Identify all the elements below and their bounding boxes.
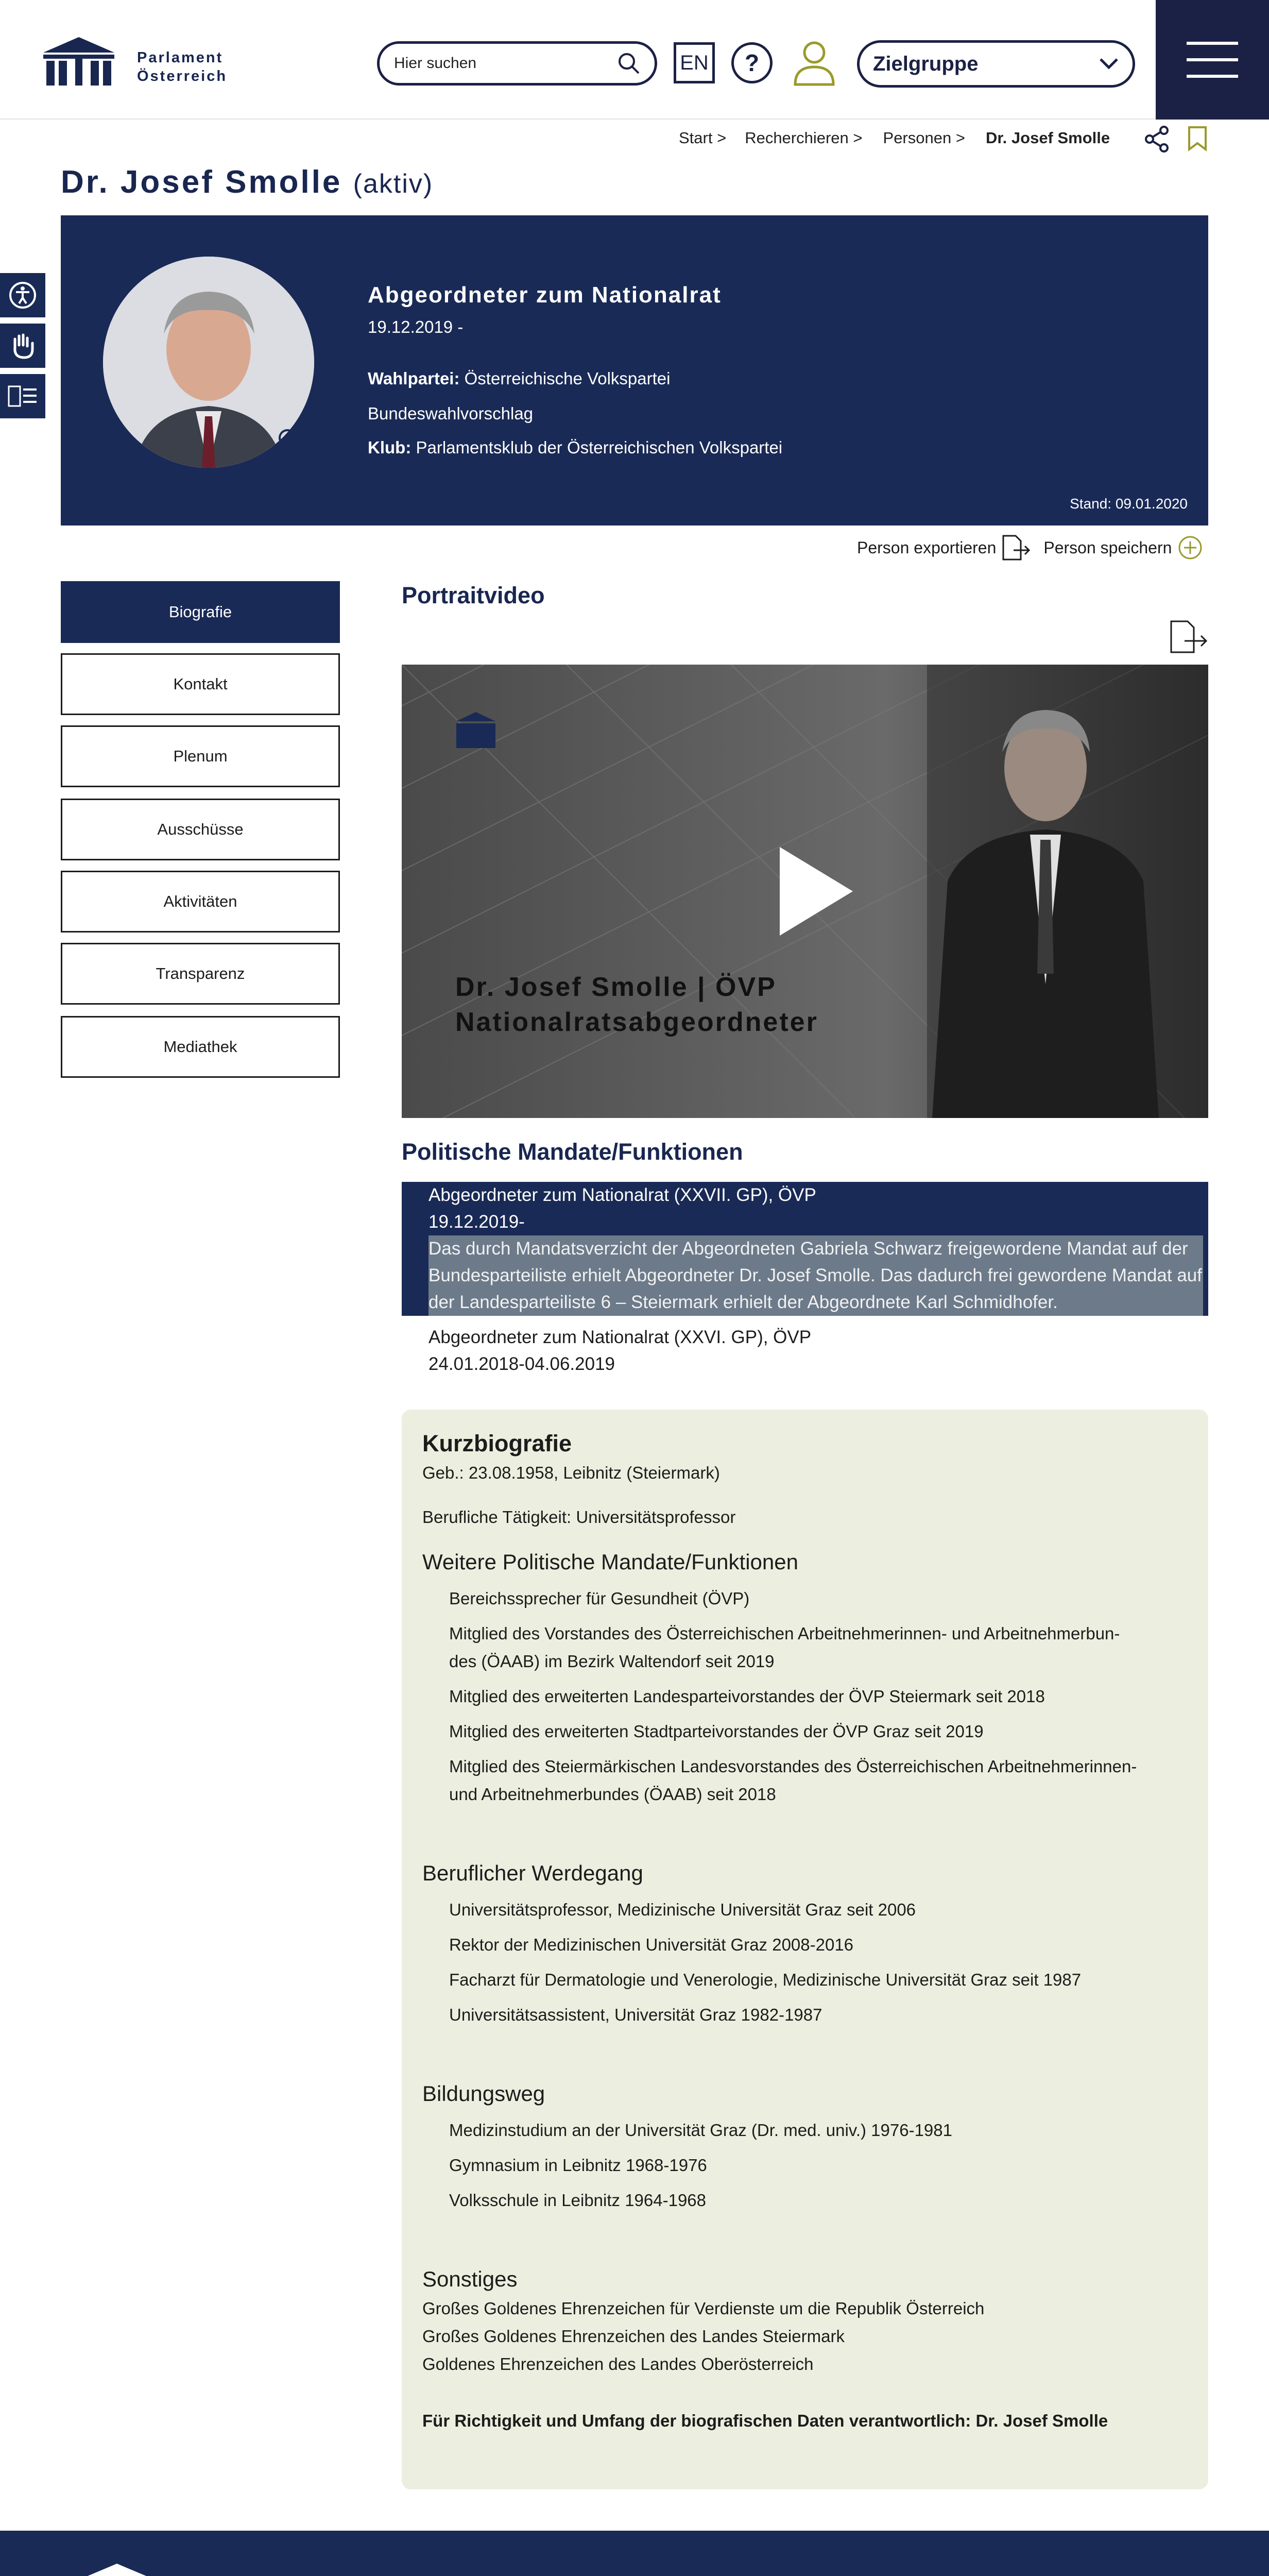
person-since: 19.12.2019 - bbox=[368, 317, 464, 336]
video-player[interactable] bbox=[402, 665, 1208, 1118]
list-item: Facharzt für Dermatologie und Venerologie, Medizinische Universität Graz seit 1987 bbox=[449, 1970, 1082, 1989]
accessibility-tool[interactable] bbox=[0, 273, 45, 317]
tab-label: Kontakt bbox=[173, 675, 228, 693]
list-item: Universitätsprofessor, Medizinische Universität Graz seit 2006 bbox=[449, 1900, 916, 1919]
search-placeholder: Hier suchen bbox=[394, 55, 477, 72]
logo-line2: Österreich bbox=[137, 68, 228, 84]
mandate-note-line: Das durch Mandatsverzicht der Abgeordneten Gabriela Schwarz freigewordene Mandat auf der bbox=[428, 1239, 1188, 1259]
tab-aktivitaeten[interactable] bbox=[61, 871, 340, 933]
logo-line1: Parlament bbox=[137, 49, 224, 66]
list-item: Mitglied des Steiermärkischen Landesvorstandes des Österreichischen Arbeitnehmerinnen- bbox=[449, 1757, 1137, 1776]
list-item: des (ÖAAB) im Bezirk Waltendorf seit 2019 bbox=[449, 1652, 775, 1671]
mandate-note bbox=[428, 1235, 1203, 1316]
list-item: Goldenes Ehrenzeichen des Landes Oberösterreich bbox=[422, 2354, 814, 2374]
person-actions bbox=[857, 534, 1203, 562]
mandate-date: 24.01.2018-04.06.2019 bbox=[428, 1354, 615, 1374]
edu-list bbox=[422, 2116, 1190, 2214]
list-item: Großes Goldenes Ehrenzeichen des Landes Steiermark bbox=[422, 2327, 845, 2346]
breadcrumb-current: Dr. Josef Smolle bbox=[985, 129, 1110, 147]
menu-button[interactable] bbox=[1156, 0, 1269, 120]
export-person-link[interactable]: Person exportieren bbox=[857, 538, 997, 557]
zoom-icon[interactable] bbox=[277, 428, 303, 453]
site-header bbox=[0, 0, 1269, 120]
klub-row bbox=[368, 438, 782, 457]
easy-read-icon bbox=[8, 383, 38, 409]
breadcrumb bbox=[679, 129, 1110, 147]
person-role: Abgeordneter zum Nationalrat bbox=[368, 282, 722, 308]
export-video-icon[interactable] bbox=[1169, 619, 1208, 654]
sign-language-tool[interactable] bbox=[0, 324, 45, 368]
list-item: Mitglied des erweiterten Stadtparteivorstandes der ÖVP Graz seit 2019 bbox=[449, 1722, 984, 1741]
list-item: Bereichssprecher für Gesundheit (ÖVP) bbox=[449, 1589, 750, 1608]
logo[interactable] bbox=[43, 37, 239, 89]
video-caption-line2: Nationalratsabgeordneter bbox=[455, 1007, 818, 1037]
klub-value[interactable]: Parlamentsklub der Österreichischen Volkspartei bbox=[416, 438, 783, 457]
bio-born: Geb.: 23.08.1958, Leibnitz (Steiermark) bbox=[422, 1463, 720, 1482]
list-item: Gymnasium in Leibnitz 1968-1976 bbox=[449, 2156, 707, 2175]
breadcrumb-recherchieren[interactable]: Recherchieren > bbox=[745, 129, 863, 147]
bio-responsible: Für Richtigkeit und Umfang der biografischen Daten verantwortlich: Dr. Josef Smolle bbox=[422, 2411, 1108, 2430]
list-item: Medizinstudium an der Universität Graz (Dr. med. univ.) 1976-1981 bbox=[449, 2121, 952, 2140]
kurzbiografie-box bbox=[402, 1410, 1208, 2489]
wahlpartei-label: Wahlpartei: bbox=[368, 369, 460, 388]
zielgruppe-select[interactable] bbox=[857, 40, 1135, 88]
video-heading: Portraitvideo bbox=[402, 582, 545, 608]
mandate-title: Abgeordneter zum Nationalrat (XXVII. GP), ÖVP bbox=[428, 1185, 816, 1205]
bio-heading: Kurzbiografie bbox=[422, 1430, 572, 1456]
chevron-down-icon bbox=[1099, 57, 1119, 71]
search-input[interactable] bbox=[377, 41, 657, 86]
help-button[interactable] bbox=[731, 42, 773, 83]
person-hero bbox=[61, 215, 1208, 526]
tab-kontakt[interactable] bbox=[61, 653, 340, 715]
career-list bbox=[422, 1896, 1190, 2029]
tab-label: Transparenz bbox=[156, 964, 245, 982]
video-caption-line1: Dr. Josef Smolle | ÖVP bbox=[455, 972, 777, 1002]
tab-biografie[interactable] bbox=[61, 581, 340, 643]
mandate-note-line: Bundesparteiliste erhielt Abgeordneter Dr. Josef Smolle. Das dadurch frei gewordene Mandat auf bbox=[428, 1265, 1202, 1285]
mandate-item-previous bbox=[428, 1324, 811, 1378]
tab-plenum[interactable] bbox=[61, 725, 340, 787]
mandates-heading: Politische Mandate/Funktionen bbox=[402, 1139, 743, 1165]
mandate-item-current bbox=[402, 1182, 1208, 1316]
breadcrumb-personen[interactable]: Personen > bbox=[883, 129, 965, 147]
list-item: Universitätsassistent, Universität Graz 1982-1987 bbox=[449, 2005, 822, 2024]
language-button[interactable] bbox=[674, 42, 715, 83]
stand-date: Stand: 09.01.2020 bbox=[1070, 496, 1188, 512]
share-icon[interactable] bbox=[1144, 126, 1169, 152]
tab-label: Biografie bbox=[168, 603, 232, 621]
further-list bbox=[422, 1585, 1190, 1808]
bio-job: Berufliche Tätigkeit: Universitätsprofessor bbox=[422, 1507, 736, 1527]
tab-label: Mediathek bbox=[163, 1038, 237, 1056]
tab-mediathek[interactable] bbox=[61, 1016, 340, 1078]
further-heading: Weitere Politische Mandate/Funktionen bbox=[422, 1550, 798, 1574]
person-name: Dr. Josef Smolle bbox=[61, 164, 342, 200]
language-label: EN bbox=[680, 51, 709, 74]
footer-parliament-logo-icon[interactable] bbox=[61, 2564, 173, 2576]
help-icon: ? bbox=[744, 49, 760, 76]
mandate-note-line: der Landesparteiliste 6 – Steiermark erhielt der Abgeordnete Karl Schmidhofer. bbox=[428, 1292, 1058, 1312]
tab-label: Aktivitäten bbox=[163, 892, 237, 910]
other-heading: Sonstiges bbox=[422, 2267, 518, 2291]
edu-heading: Bildungsweg bbox=[422, 2081, 545, 2106]
parliament-logo-icon bbox=[43, 37, 114, 88]
page-title bbox=[61, 164, 433, 200]
person-status: (aktiv) bbox=[353, 169, 434, 199]
user-icon[interactable] bbox=[793, 40, 835, 87]
wahlpartei-value: Österreichische Volkspartei bbox=[464, 369, 671, 388]
easy-language-tool[interactable] bbox=[0, 374, 45, 418]
export-icon[interactable] bbox=[1001, 534, 1031, 562]
plus-circle-icon[interactable] bbox=[1178, 535, 1203, 560]
zielgruppe-label: Zielgruppe bbox=[873, 52, 979, 75]
tab-label: Ausschüsse bbox=[157, 820, 244, 838]
search-icon[interactable] bbox=[618, 52, 640, 75]
bookmark-icon[interactable] bbox=[1188, 126, 1207, 151]
hand-icon bbox=[10, 332, 36, 360]
wahlpartei-row bbox=[368, 369, 670, 388]
save-person-link[interactable]: Person speichern bbox=[1043, 538, 1172, 557]
tab-ausschuesse[interactable] bbox=[61, 799, 340, 860]
hamburger-icon bbox=[1187, 42, 1238, 78]
breadcrumb-start[interactable]: Start > bbox=[679, 129, 727, 147]
tab-label: Plenum bbox=[173, 747, 228, 765]
mandate-title: Abgeordneter zum Nationalrat (XXVI. GP), ÖVP bbox=[428, 1327, 812, 1347]
other-list bbox=[422, 2295, 1190, 2378]
list-item: und Arbeitnehmerbundes (ÖAAB) seit 2018 bbox=[449, 1785, 776, 1804]
klub-label: Klub: bbox=[368, 438, 411, 457]
list-item: Rektor der Medizinischen Universität Graz 2008-2016 bbox=[449, 1935, 854, 1954]
mandate-date: 19.12.2019- bbox=[428, 1212, 525, 1232]
list-item: Mitglied des erweiterten Landesparteivorstandes der ÖVP Steiermark seit 2018 bbox=[449, 1687, 1045, 1706]
accessibility-icon bbox=[9, 281, 37, 309]
career-heading: Beruflicher Werdegang bbox=[422, 1861, 643, 1885]
wahlvorschlag: Bundeswahlvorschlag bbox=[368, 404, 534, 423]
site-footer bbox=[0, 2531, 1269, 2576]
list-item: Volksschule in Leibnitz 1964-1968 bbox=[449, 2191, 707, 2210]
list-item: Großes Goldenes Ehrenzeichen für Verdienste um die Republik Österreich bbox=[422, 2299, 985, 2318]
list-item: Mitglied des Vorstandes des Österreichischen Arbeitnehmerinnen- und Arbeitnehmerbun- bbox=[449, 1624, 1120, 1643]
tab-transparenz[interactable] bbox=[61, 943, 340, 1005]
play-icon[interactable] bbox=[778, 845, 855, 938]
